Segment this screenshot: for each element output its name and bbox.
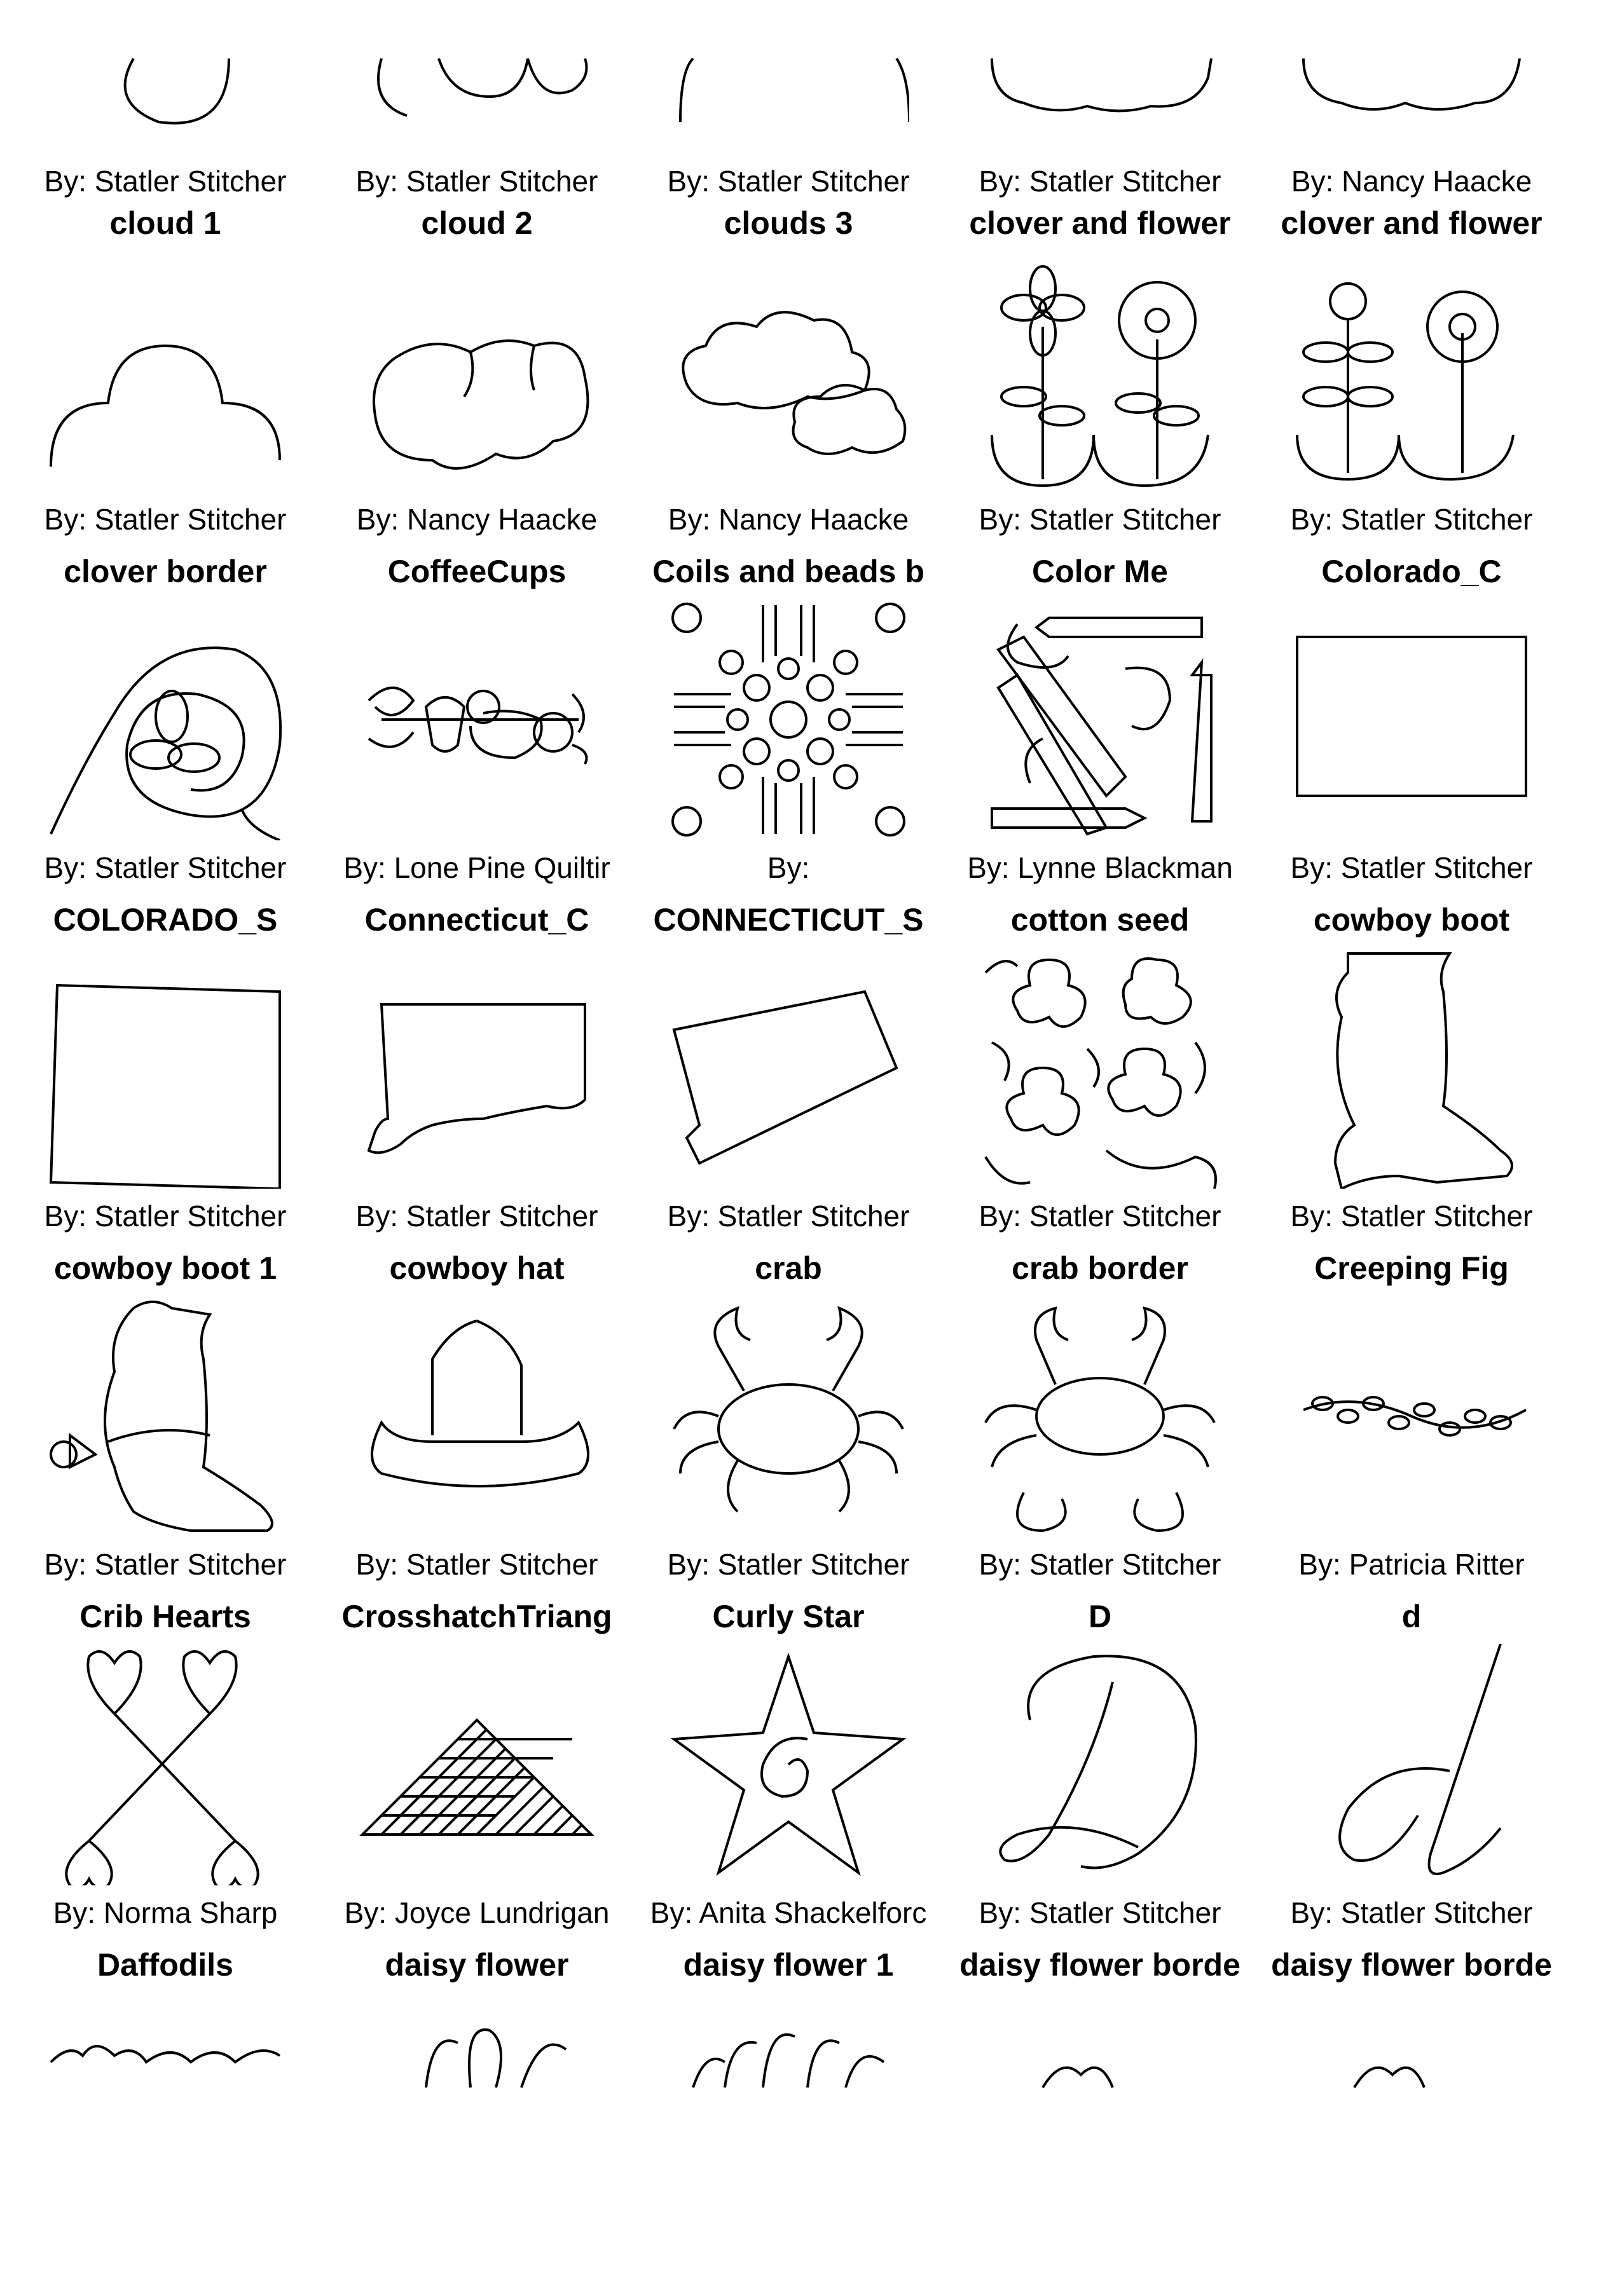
- star-icon: [668, 1644, 909, 1885]
- pattern-card: [629, 553, 947, 903]
- pattern-author: By: Statler Stitcher: [1290, 1199, 1533, 1233]
- colorado-state-icon: [45, 947, 286, 1189]
- pattern-card: [941, 1598, 1259, 1948]
- pattern-author: By: Statler Stitcher: [667, 1548, 910, 1581]
- rectangle-icon: [1291, 599, 1532, 840]
- pattern-author: By: Statler Stitcher: [44, 165, 287, 198]
- pattern-title: cloud 1: [109, 205, 221, 241]
- pattern-title: clover border: [64, 554, 267, 589]
- crab-icon: [979, 1295, 1221, 1537]
- pattern-author: By: Statler Stitcher: [44, 1199, 287, 1233]
- pattern-author: By: Statler Stitcher: [1290, 503, 1533, 536]
- pattern-card: [6, 1946, 324, 2296]
- pattern-card: [1253, 901, 1570, 1251]
- pattern-author: By: Statler Stitcher: [667, 165, 910, 198]
- pattern-title: Creeping Fig: [1314, 1250, 1509, 1286]
- pattern-card: [629, 1250, 947, 1599]
- script-d-lower-icon: [1291, 1644, 1532, 1885]
- pattern-author: By: Statler Stitcher: [979, 1896, 1221, 1929]
- pattern-card: [6, 1250, 324, 1599]
- clover-flower-icon: [979, 250, 1221, 492]
- pattern-title: cowboy boot 1: [54, 1250, 277, 1286]
- pattern-card: [318, 1250, 636, 1599]
- vine-icon: [1291, 1295, 1532, 1537]
- pattern-title: d: [1401, 1599, 1422, 1634]
- pattern-author: By: Patricia Ritter: [1298, 1548, 1525, 1581]
- arc-icon: [45, 0, 286, 154]
- pattern-card: [1253, 1250, 1570, 1599]
- arc-icon: [668, 0, 909, 154]
- boot-icon: [1291, 947, 1532, 1189]
- pattern-author: By:: [767, 851, 810, 884]
- crab-icon: [668, 1295, 909, 1537]
- boot-spur-icon: [45, 1295, 286, 1537]
- pattern-author: By: Statler Stitcher: [44, 851, 287, 884]
- daisy-icon: [356, 1992, 598, 2234]
- pattern-card: [318, 1946, 636, 2296]
- pattern-author: By: Lone Pine Quiltir: [343, 851, 610, 884]
- pattern-card: [1253, 0, 1570, 216]
- pattern-card: [629, 205, 947, 554]
- pattern-author: By: Norma Sharp: [53, 1896, 278, 1929]
- pattern-card: [629, 0, 947, 216]
- pattern-title: CONNECTICUT_S: [653, 902, 924, 938]
- pattern-title: cowboy hat: [389, 1250, 565, 1286]
- crayons-icon: [979, 599, 1221, 840]
- pattern-author: By: Anita Shackelforc: [650, 1896, 927, 1929]
- cloud-icon: [979, 0, 1221, 154]
- clouds-icon: [668, 250, 909, 492]
- pattern-title: crab border: [1012, 1250, 1188, 1286]
- daisy-icon: [668, 1992, 909, 2234]
- pattern-title: CrosshatchTriang: [341, 1599, 612, 1634]
- pattern-card: [941, 553, 1259, 903]
- pattern-card: [1253, 1598, 1570, 1948]
- pattern-title: Crib Hearts: [79, 1599, 251, 1634]
- script-d-icon: [979, 1644, 1221, 1885]
- pattern-title: Daffodils: [97, 1947, 233, 1983]
- cotton-seed-icon: [979, 947, 1221, 1189]
- pattern-title: Color Me: [1032, 554, 1168, 589]
- pattern-title: Colorado_C: [1321, 554, 1502, 589]
- pattern-author: By: Statler Stitcher: [667, 1199, 910, 1233]
- pattern-card: [6, 1598, 324, 1948]
- pattern-author: By: Statler Stitcher: [979, 503, 1221, 536]
- daisy-border-icon: [1291, 1992, 1532, 2234]
- pattern-author: By: Statler Stitcher: [979, 1199, 1221, 1233]
- coffee-cups-icon: [356, 599, 598, 840]
- pattern-title: Coils and beads b: [652, 554, 924, 589]
- pattern-title: daisy flower: [385, 1947, 569, 1983]
- pattern-card: [1253, 1946, 1570, 2296]
- pattern-card: [1253, 553, 1570, 903]
- pattern-card: [318, 901, 636, 1251]
- pattern-title: Connecticut_C: [364, 902, 589, 938]
- pattern-card: [629, 901, 947, 1251]
- pattern-card: [941, 1946, 1259, 2296]
- cloud-icon: [1291, 0, 1532, 154]
- cloud-icon: [45, 250, 286, 492]
- pattern-title: cotton seed: [1010, 902, 1190, 938]
- crosshatch-icon: [356, 1644, 598, 1885]
- pattern-card: [629, 1598, 947, 1948]
- hearts-icon: [45, 1644, 286, 1885]
- pattern-author: By: Lynne Blackman: [967, 851, 1233, 884]
- pattern-card: [6, 553, 324, 903]
- pattern-author: By: Statler Stitcher: [1290, 1896, 1533, 1929]
- pattern-author: By: Statler Stitcher: [355, 1199, 598, 1233]
- pattern-card: [941, 0, 1259, 216]
- pattern-author: By: Statler Stitcher: [1290, 851, 1533, 884]
- pattern-title: daisy flower borde: [959, 1947, 1240, 1983]
- pattern-card: [941, 901, 1259, 1251]
- pattern-card: [6, 205, 324, 554]
- pattern-card: [1253, 205, 1570, 554]
- cloud-icon: [356, 250, 598, 492]
- pattern-author: By: Statler Stitcher: [355, 1548, 598, 1581]
- daisy-border-icon: [979, 1992, 1221, 2234]
- pattern-card: [6, 0, 324, 216]
- pattern-author: By: Statler Stitcher: [44, 503, 287, 536]
- pattern-author: By: Nancy Haacke: [356, 503, 598, 536]
- pattern-card: [318, 1598, 636, 1948]
- hat-icon: [356, 1295, 598, 1537]
- pattern-title: cloud 2: [421, 205, 533, 241]
- pattern-title: COLORADO_S: [53, 902, 278, 938]
- pattern-title: cowboy boot: [1313, 902, 1510, 938]
- pattern-author: By: Nancy Haacke: [1291, 165, 1532, 198]
- pattern-author: By: Statler Stitcher: [979, 1548, 1221, 1581]
- pattern-title: CoffeeCups: [387, 554, 567, 589]
- clover-spiral-icon: [45, 599, 286, 840]
- pattern-author: By: Nancy Haacke: [668, 503, 909, 536]
- pattern-author: By: Statler Stitcher: [355, 165, 598, 198]
- pattern-card: [318, 0, 636, 216]
- daffodils-icon: [45, 1992, 286, 2234]
- pattern-card: [6, 901, 324, 1251]
- pattern-author: By: Statler Stitcher: [44, 1548, 287, 1581]
- pattern-author: By: Statler Stitcher: [979, 165, 1221, 198]
- connecticut-icon: [356, 947, 598, 1189]
- scallop-icon: [356, 0, 598, 154]
- coils-beads-icon: [668, 599, 909, 840]
- pattern-card: [941, 1250, 1259, 1599]
- pattern-title: daisy flower borde: [1271, 1947, 1552, 1983]
- pattern-card: [629, 1946, 947, 2296]
- pattern-author: By: Joyce Lundrigan: [344, 1896, 610, 1929]
- pattern-title: Curly Star: [712, 1599, 865, 1634]
- connecticut-icon: [668, 947, 909, 1189]
- pattern-title: crab: [755, 1250, 822, 1286]
- pattern-title: clover and flower: [969, 205, 1231, 241]
- pattern-title: daisy flower 1: [683, 1947, 894, 1983]
- pattern-title: clouds 3: [724, 205, 853, 241]
- clover-flower-icon: [1291, 250, 1532, 492]
- pattern-card: [318, 553, 636, 903]
- pattern-card: [941, 205, 1259, 554]
- pattern-title: clover and flower: [1281, 205, 1543, 241]
- pattern-card: [318, 205, 636, 554]
- pattern-title: D: [1088, 1599, 1112, 1634]
